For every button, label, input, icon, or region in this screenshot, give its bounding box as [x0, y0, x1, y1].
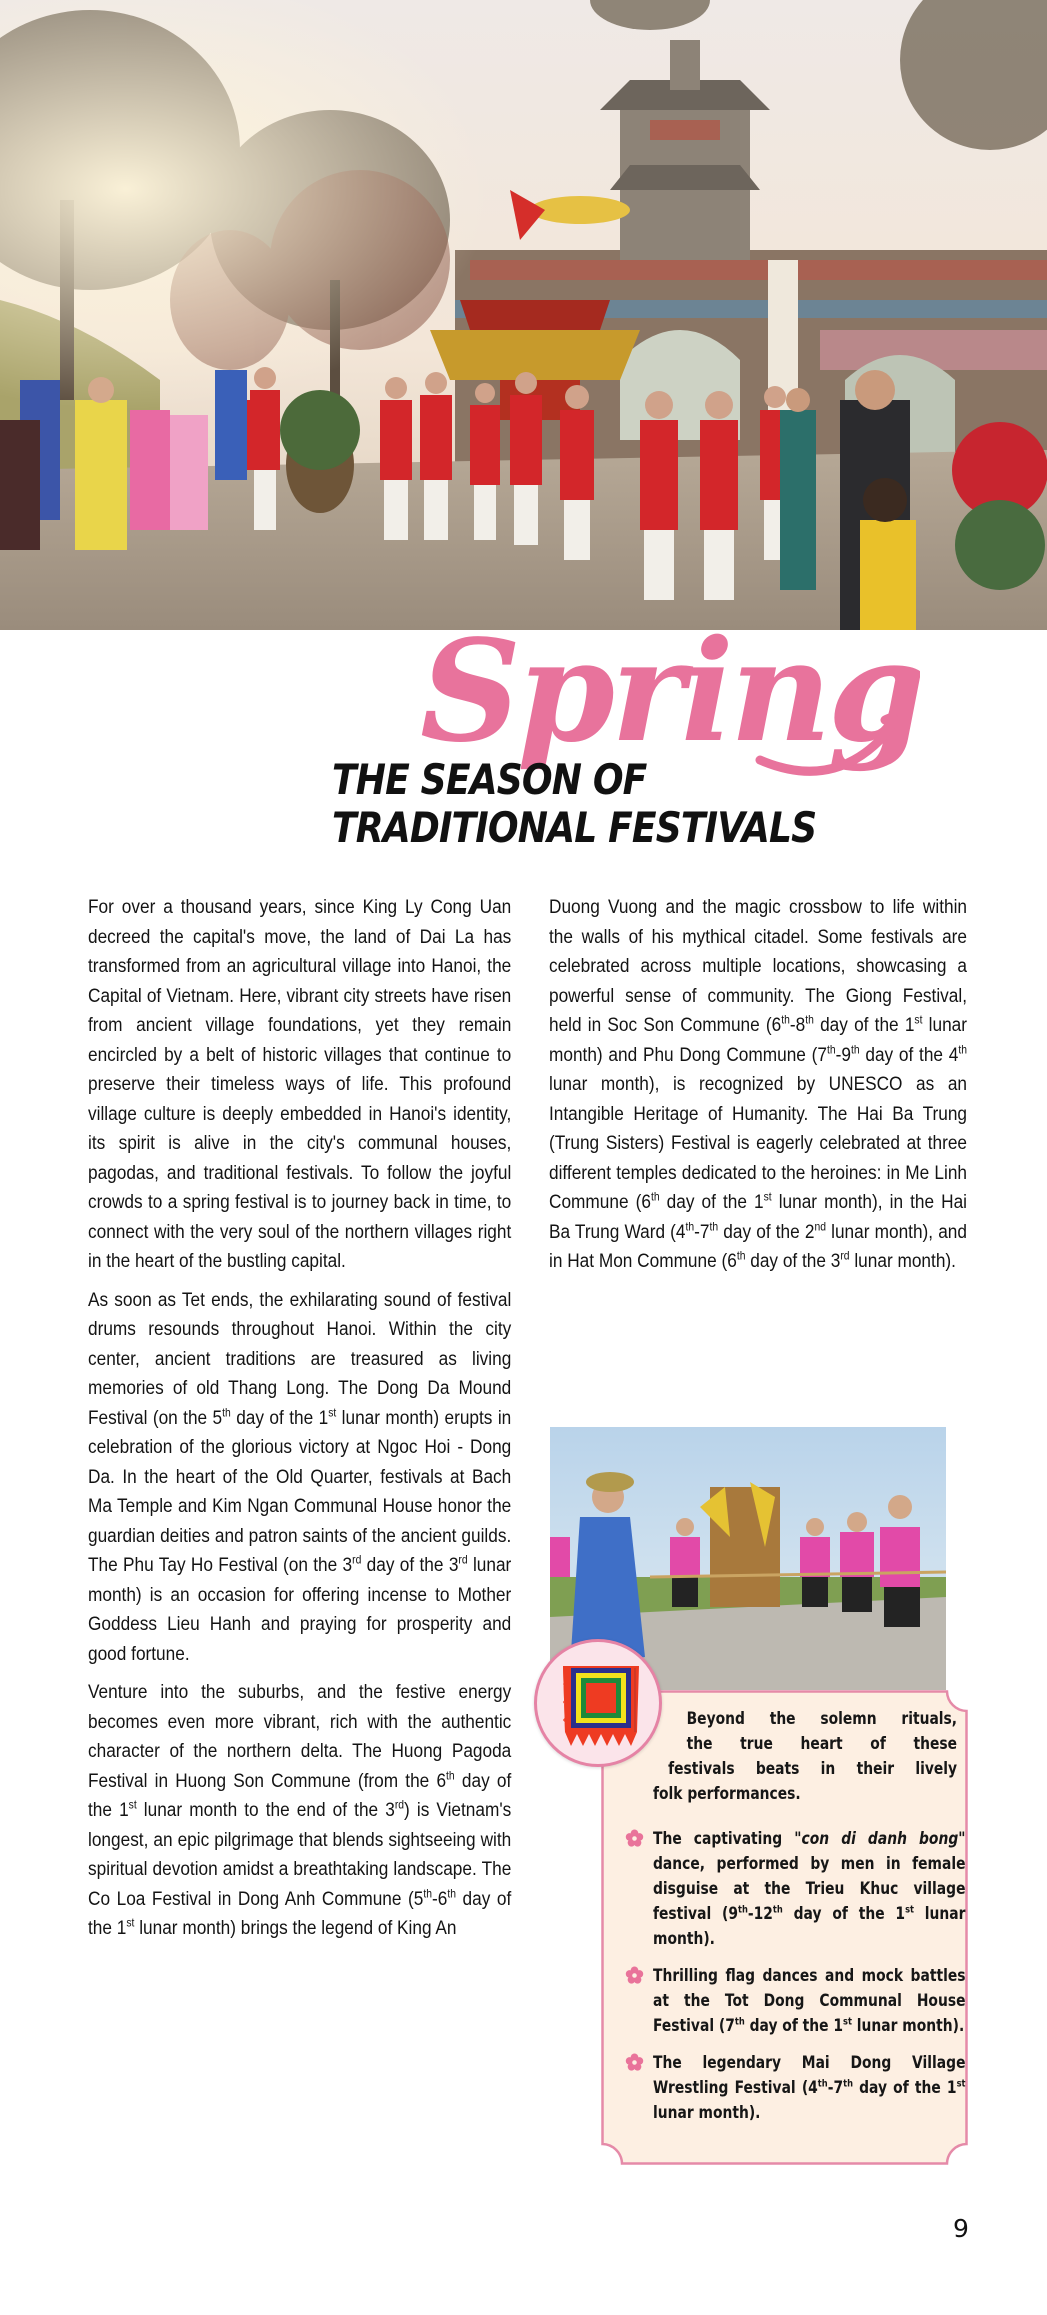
- intro-line: Beyond the solemn rituals,: [686, 1709, 958, 1728]
- text-run: lunar month) brings the legend of King An: [134, 1917, 457, 1939]
- text-run: lunar month) erupts in celebration of the glorious victory at Ngoc Hoi - Dong Da. In the heart of the Old Quarter, festivals at Bach Ma Temple and Kim Ngan Communal House honor the guardian deities and patron saints of the ancient guilds. The Phu Tay Ho Festival (on the 3: [88, 1406, 512, 1576]
- text-run: day of the 1: [852, 2078, 957, 2097]
- text-run: day of the 1: [88, 1769, 512, 1821]
- text-run: -8: [789, 1014, 806, 1036]
- text-run: Duong Vuong and the magic crossbow to life within the walls of his mythical citadel. Some festivals are celebrated across multiple locations, showcasing a powerful sense of community. The Giong Festival, held in Soc Son Commune (6: [549, 896, 967, 1036]
- ordinal-suffix: th: [709, 1219, 719, 1233]
- paragraph-intro: For over a thousand years, since King Ly Cong Uan decreed the capital's move, the land of Dai La has transformed from an agricultural village into Hanoi, the Capital of Vietnam. Here, vibrant city streets have risen from ancient village foundations, yet they remain encircled by a belt of historic villages that continue to preserve their timeless ways of life. This profound village culture is deeply embedded in Hanoi's identity, its spirit is alive in the city's communal houses, pagodas, and traditional festivals. To follow the joyful crowds to a spring festival is to journey back in time, to connect with the very soul of the northern villages right in the heart of the bustling capital.: [88, 896, 512, 1272]
- ordinal-suffix: th: [958, 1042, 967, 1056]
- list-item: [625, 1963, 965, 2038]
- text-run: day of the 3: [745, 1250, 841, 1272]
- text-run: lunar month) is an occasion for offering incense to Mother Goddess Lieu Hanh and praying for prosperity and good fortune.: [88, 1554, 512, 1665]
- text-run: day of the 3: [361, 1554, 459, 1576]
- paragraph-suburb-festivals: [88, 1678, 511, 1944]
- intro-line: festivals beats in their lively: [668, 1759, 958, 1778]
- title-line-1: THE SEASON OF: [332, 755, 647, 804]
- text-run: lunar month to the end of the 3: [136, 1799, 395, 1821]
- ordinal-suffix: th: [850, 1042, 860, 1056]
- text-run: lunar month), is recognized by UNESCO as an Intangible Heritage of Humanity. The Hai Ba Trung (Trung Sisters) Festival is eagerly celebrated at three different temples dedicated to the heroines: in Me Linh Commune (6: [549, 1073, 967, 1213]
- ordinal-suffix: th: [817, 2078, 828, 2090]
- festival-flag-icon: [561, 1662, 641, 1748]
- text-run: The legendary Mai Dong Village Wrestling Festival (4: [653, 2053, 966, 2097]
- text-run: As soon as Tet ends, the exhilarating sound of festival drums resounds throughout Hanoi. Within the city center, ancient traditions are treasured as living memories of old Thang Long. The Dong Da Mound Festival (on the 5: [88, 1288, 512, 1429]
- text-run: lunar month), and in Hat Mon Commune (6: [549, 1220, 967, 1272]
- ordinal-suffix: th: [734, 2016, 745, 2028]
- text-run: day of the 1: [782, 1904, 906, 1923]
- text-run: -7: [694, 1220, 710, 1243]
- intro-line: the true heart of these: [686, 1734, 958, 1753]
- text-run: day of the 1: [230, 1406, 329, 1429]
- text-run: -7: [827, 2078, 844, 2097]
- text-run: lunar month), in the Hai Ba Trung Ward (4: [549, 1191, 968, 1243]
- text-run: lunar month).: [851, 2016, 965, 2035]
- text-run: day of the 1: [744, 2016, 844, 2035]
- ordinal-suffix: th: [781, 1013, 790, 1027]
- ordinal-suffix: rd: [458, 1553, 468, 1567]
- ordinal-suffix: th: [843, 2078, 853, 2090]
- hero-photo-illustration: [0, 0, 1047, 630]
- ordinal-suffix: st: [905, 1904, 914, 1916]
- festival-highlights-list: [625, 1826, 965, 2137]
- ordinal-suffix: th: [736, 1249, 746, 1263]
- ordinal-suffix: st: [914, 1013, 923, 1027]
- flower-bullet-icon: [625, 2053, 644, 2072]
- ordinal-suffix: th: [805, 1013, 814, 1027]
- ordinal-suffix: st: [843, 2016, 852, 2028]
- intro-line: folk performances.: [653, 1784, 801, 1803]
- page-title: [332, 756, 816, 852]
- title-line-2: TRADITIONAL FESTIVALS: [332, 803, 817, 852]
- text-run: day of the 1: [813, 1014, 915, 1036]
- ordinal-suffix: st: [126, 1916, 135, 1930]
- text-run: -12: [747, 1904, 773, 1923]
- body-column-left: [88, 893, 511, 1953]
- festival-flag-badge: [534, 1639, 662, 1767]
- ordinal-suffix: rd: [840, 1249, 850, 1263]
- body-column-right: [549, 893, 967, 1286]
- ordinal-suffix: st: [128, 1798, 137, 1812]
- text-run: ) is Vietnam's longest, an epic pilgrimage that blends sightseeing with spiritual devotion amidst a breathtaking landscape. The Co Loa Festival in Dong Anh Commune (5: [88, 1799, 512, 1910]
- spring-lettering-text: Spring: [420, 610, 920, 774]
- ordinal-suffix: th: [650, 1190, 660, 1204]
- text-run: Venture into the suburbs, and the festive energy becomes even more vibrant, rich with the authentic character of the northern delta. The Huong Pagoda Festival in Huong Son Commune (from the 6: [88, 1681, 512, 1792]
- ordinal-suffix: rd: [394, 1798, 405, 1812]
- text-run: day of the 4: [859, 1043, 959, 1066]
- ordinal-suffix: st: [328, 1405, 337, 1419]
- text-run: -6: [431, 1887, 448, 1910]
- text-run: The captivating: [653, 1829, 795, 1848]
- flower-bullet-icon: [625, 1829, 644, 1848]
- list-item: [625, 1826, 965, 1951]
- text-run: lunar month).: [849, 1250, 956, 1272]
- ordinal-suffix: st: [956, 2078, 966, 2090]
- text-run: day of the 2: [718, 1220, 815, 1243]
- ordinal-suffix: th: [447, 1886, 456, 1900]
- ordinal-suffix: th: [826, 1042, 836, 1056]
- hero-photo: [0, 0, 1047, 630]
- text-run: -9: [835, 1043, 851, 1066]
- text-run: dance, performed by men in female disguise at the Trieu Khuc village festival (9: [653, 1854, 966, 1923]
- text-run: day of the 1: [88, 1887, 512, 1939]
- highlight-intro: [653, 1706, 957, 1806]
- flower-bullet-icon: [625, 1966, 644, 1985]
- ordinal-suffix: nd: [814, 1219, 826, 1233]
- paragraph-city-festivals: [88, 1286, 511, 1670]
- ordinal-suffix: th: [685, 1219, 695, 1233]
- ordinal-suffix: st: [763, 1190, 772, 1204]
- text-run: lunar month) and Phu Dong Commune (7: [549, 1014, 968, 1066]
- paragraph-continued: [549, 893, 967, 1277]
- list-item: [625, 2050, 965, 2125]
- text-run: day of the 1: [659, 1191, 764, 1213]
- page-number: 9: [953, 2214, 969, 2243]
- ordinal-suffix: th: [772, 1904, 783, 1916]
- ordinal-suffix: th: [423, 1886, 432, 1900]
- text-run: lunar month).: [653, 2103, 761, 2122]
- text-run: lunar month).: [653, 1904, 966, 1948]
- ordinal-suffix: th: [737, 1904, 748, 1916]
- ordinal-suffix: rd: [352, 1553, 362, 1567]
- ordinal-suffix: th: [222, 1405, 231, 1419]
- ordinal-suffix: th: [446, 1768, 455, 1782]
- text-run: Thrilling flag dances and mock battles at the Tot Dong Communal House Festival (7: [653, 1966, 966, 2035]
- dance-name: "con di danh bong": [794, 1829, 966, 1848]
- highlight-box: [601, 1690, 968, 2165]
